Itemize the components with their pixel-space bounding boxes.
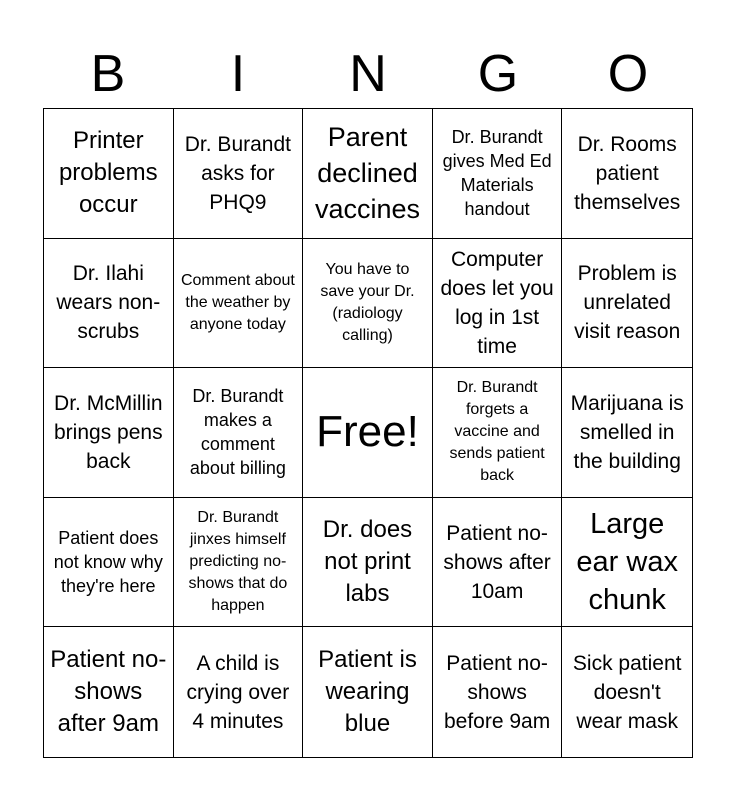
header-letter-g: G — [477, 45, 519, 103]
bingo-cell[interactable] — [433, 239, 563, 369]
bingo-cell-text: You have to save your Dr. (radiology calling) — [320, 260, 415, 344]
bingo-cell-text: Patient is wearing blue — [318, 646, 417, 738]
bingo-cell-text: Patient no-shows after 10am — [443, 521, 551, 603]
bingo-cell[interactable] — [303, 239, 433, 369]
bingo-cell-text: Dr. Burandt jinxes himself predicting no-shows that do happen — [188, 509, 288, 615]
bingo-cell[interactable] — [44, 498, 174, 628]
bingo-cell-text: Dr. Burandt forgets a vaccine and sends patient back — [449, 379, 545, 485]
bingo-cell[interactable] — [433, 627, 563, 757]
bingo-cell[interactable] — [174, 239, 304, 369]
header-letter-o: O — [607, 45, 649, 103]
bingo-cell-text: Parent declined vaccines — [314, 122, 421, 225]
header-letter-b: B — [90, 45, 126, 103]
free-space-cell[interactable] — [303, 368, 433, 498]
bingo-card-grid — [43, 108, 693, 758]
bingo-cell[interactable] — [44, 239, 174, 369]
header-letter-n: N — [349, 45, 387, 103]
bingo-cell[interactable] — [562, 498, 692, 628]
bingo-cell-text: Patient no-shows before 9am — [443, 651, 551, 733]
bingo-cell[interactable] — [303, 109, 433, 239]
bingo-cell-text: Dr. does not print labs — [322, 516, 413, 608]
bingo-cell[interactable] — [433, 368, 563, 498]
bingo-header — [43, 40, 693, 108]
bingo-cell[interactable] — [562, 368, 692, 498]
bingo-cell[interactable] — [44, 109, 174, 239]
bingo-cell-text: Marijuana is smelled in the building — [570, 391, 684, 473]
bingo-cell[interactable] — [174, 109, 304, 239]
bingo-cell[interactable] — [44, 368, 174, 498]
free-space-text: Free! — [316, 407, 419, 457]
bingo-cell[interactable] — [303, 498, 433, 628]
bingo-cell-text: Problem is unrelated visit reason — [574, 262, 681, 344]
bingo-cell[interactable] — [44, 627, 174, 757]
bingo-cell-text: Dr. Burandt makes a comment about billing — [189, 386, 286, 479]
bingo-cell-text: A child is crying over 4 minutes — [186, 651, 290, 733]
bingo-cell-text: Dr. Rooms patient themselves — [574, 132, 681, 214]
bingo-cell-text: Dr. Ilahi wears non-scrubs — [56, 262, 161, 344]
bingo-cell-text: Dr. McMillin brings pens back — [54, 391, 163, 473]
header-letter-i: I — [230, 45, 246, 103]
bingo-cell[interactable] — [174, 368, 304, 498]
bingo-cell-text: Computer does let you log in 1st time — [440, 247, 554, 358]
bingo-cell-text: Dr. Burandt asks for PHQ9 — [184, 132, 291, 214]
bingo-cell[interactable] — [562, 109, 692, 239]
bingo-cell-text: Patient does not know why they're here — [53, 528, 163, 597]
bingo-cell-text: Sick patient doesn't wear mask — [572, 651, 682, 733]
bingo-cell[interactable] — [174, 627, 304, 757]
bingo-cell-text: Large ear wax chunk — [576, 508, 678, 617]
bingo-cell[interactable] — [174, 498, 304, 628]
bingo-cell[interactable] — [562, 239, 692, 369]
bingo-cell-text: Comment about the weather by anyone today — [180, 271, 295, 333]
bingo-cell[interactable] — [433, 498, 563, 628]
bingo-cell-text: Dr. Burandt gives Med Ed Materials handout — [442, 127, 552, 220]
bingo-cell-text: Patient no-shows after 9am — [50, 646, 167, 738]
bingo-cell[interactable] — [562, 627, 692, 757]
bingo-cell-text: Printer problems occur — [58, 127, 158, 219]
bingo-cell[interactable] — [303, 627, 433, 757]
bingo-cell[interactable] — [433, 109, 563, 239]
